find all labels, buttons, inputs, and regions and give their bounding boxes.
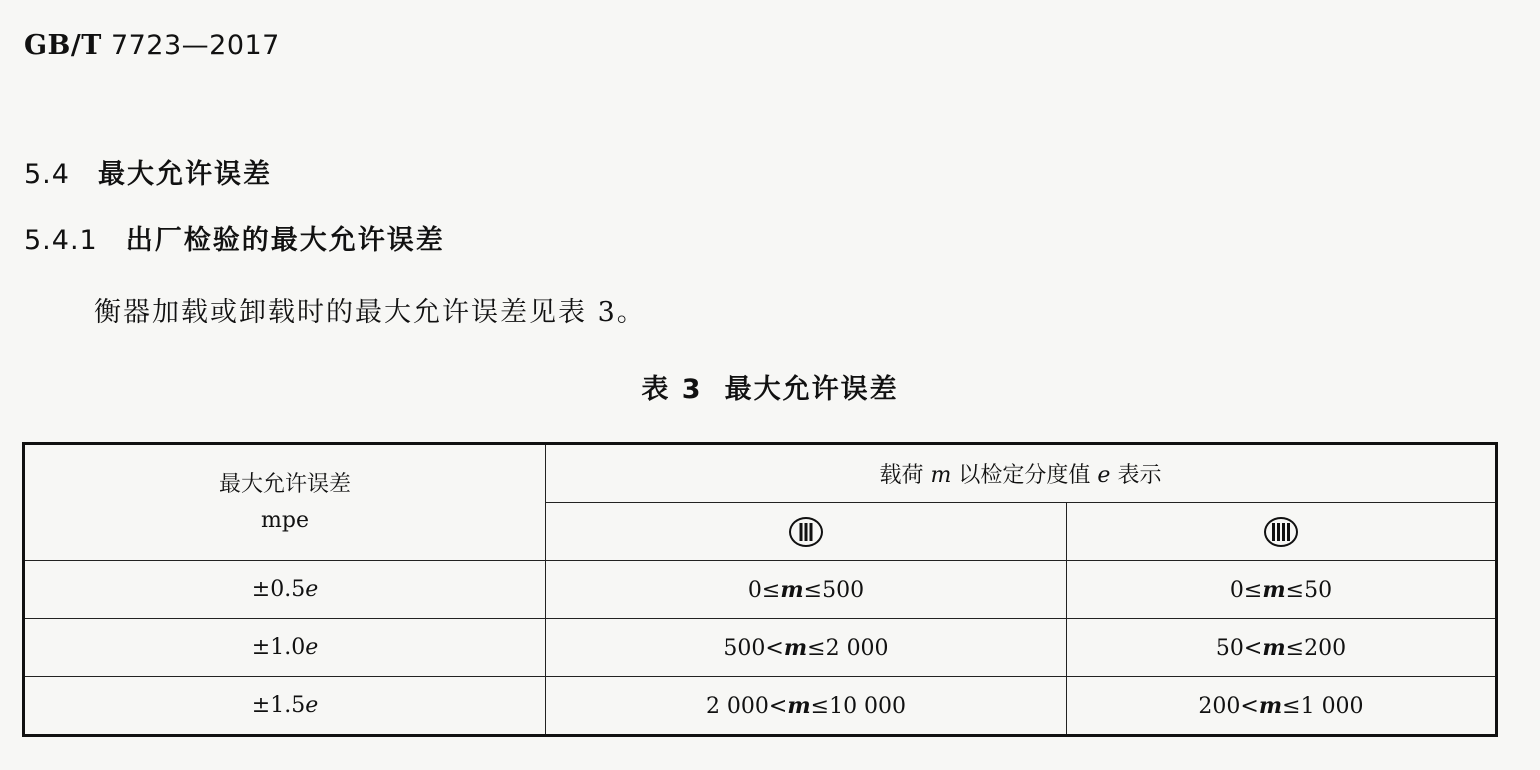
range-variable: m — [1258, 692, 1283, 719]
class-iiii-range-cell — [1067, 561, 1497, 619]
table-row — [24, 677, 1497, 736]
accuracy-class-IIII-icon — [1264, 517, 1298, 547]
mpe-unit: e — [305, 693, 319, 718]
mpe-table — [22, 442, 1498, 737]
clause-heading-5-4 — [24, 152, 272, 191]
table-name: 最大允许误差 — [724, 374, 899, 405]
accuracy-class-III-icon — [789, 517, 823, 547]
range-lower: 0≤ — [1229, 577, 1263, 603]
range-upper: ≤500 — [803, 577, 865, 603]
table-number: 表 3 — [641, 374, 703, 405]
class-iii-range-cell — [546, 619, 1067, 677]
class-iiii-range-cell — [1067, 619, 1497, 677]
range-lower: 200< — [1198, 693, 1259, 719]
load-header-cell — [546, 444, 1497, 503]
table-row — [24, 619, 1497, 677]
range-lower: 500< — [723, 635, 784, 661]
standard-number: 7723—2017 — [110, 30, 280, 61]
mpe-value: ±1.5 — [251, 693, 306, 718]
range-variable: m — [780, 576, 804, 603]
mpe-header-abbr: mpe — [261, 507, 309, 533]
body-paragraph: 衡器加载或卸载时的最大允许误差见表 3。 — [94, 297, 646, 328]
standard-prefix: GB/T — [24, 30, 102, 61]
clause-number: 5.4.1 — [24, 225, 98, 256]
range-lower: 50< — [1215, 635, 1263, 661]
mpe-header-cell — [24, 444, 546, 561]
class-iii-range-cell — [546, 561, 1067, 619]
mpe-cell — [24, 619, 546, 677]
load-header-e: e — [1097, 463, 1111, 488]
table-caption — [0, 367, 1540, 406]
mpe-cell — [24, 561, 546, 619]
range-variable: m — [783, 634, 808, 661]
range-variable: m — [1262, 634, 1286, 661]
range-upper: ≤50 — [1285, 577, 1333, 603]
class-iiii-header-cell — [1067, 503, 1497, 561]
class-iiii-range-cell — [1067, 677, 1497, 736]
range-upper: ≤1 000 — [1282, 693, 1364, 719]
clause-title: 出厂检验的最大允许误差 — [125, 225, 445, 256]
standard-code — [24, 30, 280, 61]
range-upper: ≤2 000 — [807, 635, 889, 661]
range-variable: m — [1262, 576, 1286, 603]
clause-heading-5-4-1 — [24, 218, 445, 257]
load-header-m: m — [930, 463, 952, 488]
load-header-part2: 以检定分度值 — [951, 463, 1098, 488]
class-iii-range-cell — [546, 677, 1067, 736]
mpe-header-label: 最大允许误差 — [218, 471, 351, 497]
range-lower: 0≤ — [747, 577, 781, 603]
mpe-unit: e — [305, 577, 319, 602]
load-header-part1: 载荷 — [879, 463, 931, 488]
clause-number: 5.4 — [24, 159, 70, 190]
mpe-cell — [24, 677, 546, 736]
mpe-value: ±0.5 — [251, 577, 306, 602]
clause-title: 最大允许误差 — [97, 159, 272, 190]
mpe-value: ±1.0 — [251, 635, 306, 660]
load-header-part3: 表示 — [1110, 463, 1162, 488]
mpe-unit: e — [305, 635, 319, 660]
class-iii-header-cell — [546, 503, 1067, 561]
table-row — [24, 561, 1497, 619]
range-upper: ≤10 000 — [810, 693, 907, 719]
range-variable: m — [787, 692, 811, 719]
range-lower: 2 000< — [705, 693, 788, 719]
range-upper: ≤200 — [1285, 635, 1347, 661]
